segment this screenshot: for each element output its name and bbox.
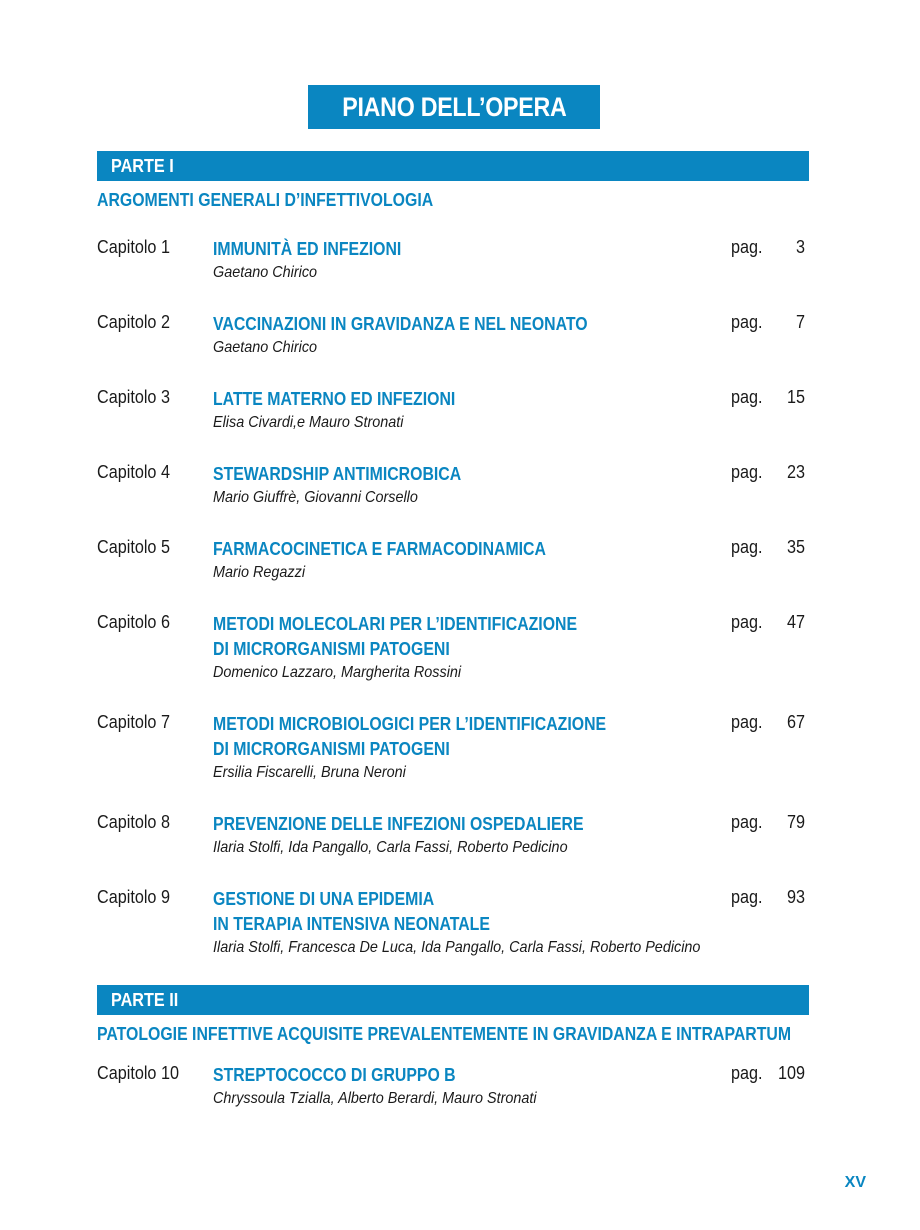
chapter-pag-label: pag. <box>731 712 763 732</box>
chapter-label: Capitolo 9 <box>97 887 170 907</box>
chapter-page-number: 79 <box>786 812 805 832</box>
chapter-page-number: 47 <box>786 612 805 632</box>
chapter-label: Capitolo 5 <box>97 537 170 557</box>
chapter-title-line: VACCINAZIONI IN GRAVIDANZA E NEL NEONATO <box>213 314 588 334</box>
chapter-title-line: IN TERAPIA INTENSIVA NEONATALE <box>213 914 490 934</box>
chapter-label: Capitolo 8 <box>97 812 170 832</box>
chapter-title-line: GESTIONE DI UNA EPIDEMIA <box>213 889 435 909</box>
chapter-page-number: 35 <box>786 537 805 557</box>
chapter-pag-label: pag. <box>731 612 763 632</box>
part-1-heading: ARGOMENTI GENERALI D’INFETTIVOLOGIA <box>97 190 434 210</box>
page-title-banner <box>308 85 600 129</box>
chapter-authors: Elisa Civardi,e Mauro Stronati <box>213 414 404 431</box>
chapter-title-line: FARMACOCINETICA E FARMACODINAMICA <box>213 539 546 559</box>
chapter-authors: Ilaria Stolfi, Ida Pangallo, Carla Fassi, Roberto Pedicino <box>213 839 568 856</box>
chapter-title[interactable] <box>213 812 584 837</box>
chapter-label: Capitolo 2 <box>97 312 170 332</box>
chapter-title[interactable] <box>213 462 461 487</box>
chapter-authors: Chryssoula Tzialla, Alberto Berardi, Mauro Stronati <box>213 1090 537 1107</box>
chapter-pag-label: pag. <box>731 887 763 907</box>
chapter-label: Capitolo 7 <box>97 712 170 732</box>
chapter-title-line: DI MICRORGANISMI PATOGENI <box>213 739 450 759</box>
chapter-title[interactable] <box>213 537 546 562</box>
chapter-pag-label: pag. <box>731 312 763 332</box>
chapter-label: Capitolo 10 <box>97 1063 179 1083</box>
chapter-title[interactable] <box>213 387 455 412</box>
chapter-title[interactable] <box>213 712 606 762</box>
chapter-title-line: DI MICRORGANISMI PATOGENI <box>213 639 450 659</box>
chapter-label: Capitolo 3 <box>97 387 170 407</box>
chapter-pag-label: pag. <box>731 537 763 557</box>
chapter-title[interactable] <box>213 612 577 662</box>
part-1-bar <box>97 151 809 181</box>
chapter-page-number: 93 <box>786 887 805 907</box>
part-2-bar <box>97 985 809 1015</box>
part-2-heading: PATOLOGIE INFETTIVE ACQUISITE PREVALENTEMENTE IN GRAVIDANZA E INTRAPARTUM <box>97 1024 792 1044</box>
chapter-page-number: 23 <box>786 462 805 482</box>
chapter-pag-label: pag. <box>731 462 763 482</box>
chapter-authors: Ersilia Fiscarelli, Bruna Neroni <box>213 764 406 781</box>
chapter-page-number: 7 <box>795 312 805 332</box>
part-1-label: PARTE I <box>111 155 174 176</box>
chapter-title-line: LATTE MATERNO ED INFEZIONI <box>213 389 456 409</box>
chapter-page-number: 67 <box>786 712 805 732</box>
chapter-authors: Domenico Lazzaro, Margherita Rossini <box>213 664 462 681</box>
chapter-title-line: PREVENZIONE DELLE INFEZIONI OSPEDALIERE <box>213 814 584 834</box>
page-number: XV <box>844 1174 866 1191</box>
chapter-authors: Ilaria Stolfi, Francesca De Luca, Ida Pangallo, Carla Fassi, Roberto Pedicino <box>213 939 701 956</box>
chapter-label: Capitolo 6 <box>97 612 170 632</box>
chapter-label: Capitolo 1 <box>97 237 170 257</box>
part-2-label: PARTE II <box>111 989 179 1010</box>
chapter-title[interactable] <box>213 237 401 262</box>
chapter-title[interactable] <box>213 1063 456 1088</box>
chapter-title-line: STEWARDSHIP ANTIMICROBICA <box>213 464 462 484</box>
chapter-title-line: STREPTOCOCCO DI GRUPPO B <box>213 1065 456 1085</box>
chapter-pag-label: pag. <box>731 387 763 407</box>
chapter-pag-label: pag. <box>731 1063 763 1083</box>
chapter-authors: Gaetano Chirico <box>213 264 318 281</box>
chapter-authors: Gaetano Chirico <box>213 339 318 356</box>
page-title: PIANO DELL’OPERA <box>341 91 567 122</box>
chapter-authors: Mario Regazzi <box>213 564 306 581</box>
chapter-title-line: METODI MOLECOLARI PER L’IDENTIFICAZIONE <box>213 614 578 634</box>
chapter-authors: Mario Giuffrè, Giovanni Corsello <box>213 489 418 506</box>
chapter-page-number: 3 <box>795 237 805 257</box>
chapter-page-number: 15 <box>786 387 805 407</box>
chapter-title[interactable] <box>213 887 490 937</box>
chapter-pag-label: pag. <box>731 812 763 832</box>
chapter-page-number: 109 <box>777 1063 805 1083</box>
chapter-title-line: IMMUNITÀ ED INFEZIONI <box>213 239 402 259</box>
chapter-title[interactable] <box>213 312 588 337</box>
chapter-title-line: METODI MICROBIOLOGICI PER L’IDENTIFICAZIONE <box>213 714 607 734</box>
chapter-pag-label: pag. <box>731 237 763 257</box>
chapter-label: Capitolo 4 <box>97 462 170 482</box>
